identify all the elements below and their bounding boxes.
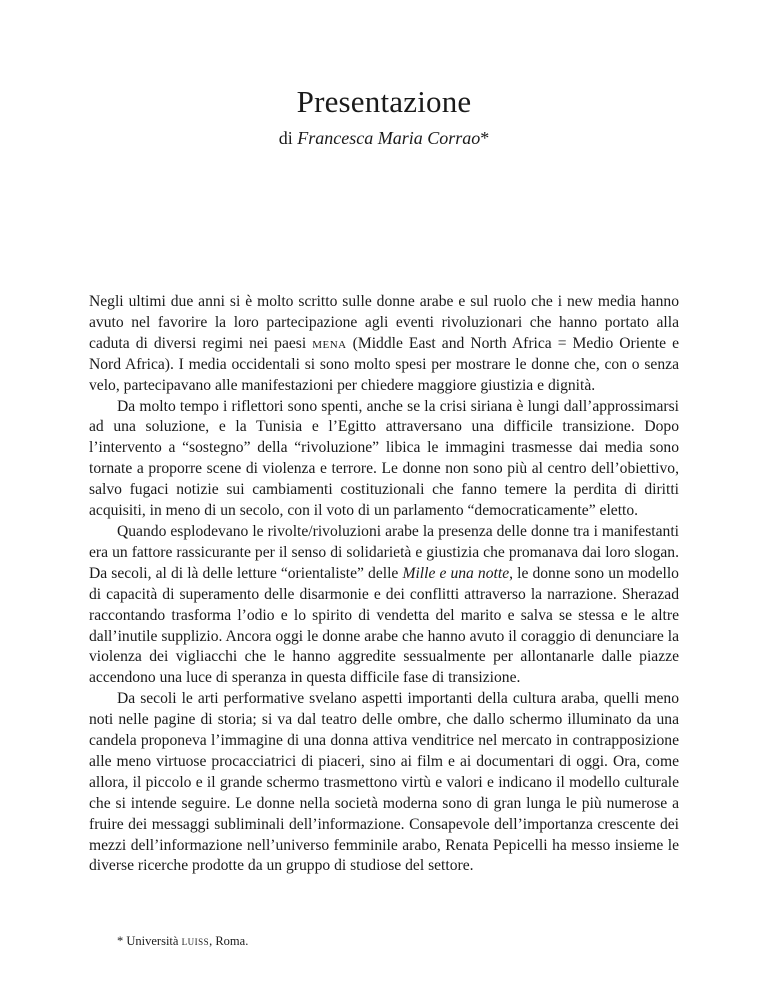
page-title: Presentazione <box>296 84 472 119</box>
footnote-text-a: Università <box>123 934 182 948</box>
byline <box>89 128 679 149</box>
paragraph-3-text-b: , le donne sono un modello di capacità di superamento delle disarmonie e dei conflitti attraverso la narrazione. Sherazad raccontando trasforma l’odio e lo spirito di vendetta del marito e salva se stessa e le altre dall’inutile supplizio. Ancora oggi le donne arabe che hanno avuto il coraggio di denunciare la violenza dei vigliacchi che le hanno aggredite sessualmente per allontanarle dalle piazze accendono una luce di speranza in questa difficile fase di transizione. <box>89 564 679 687</box>
acronym-luiss: luiss <box>181 934 210 948</box>
footnote-mark: * <box>480 128 490 148</box>
paragraph-1 <box>89 292 679 397</box>
author-name: Francesca Maria Corrao <box>297 128 481 148</box>
paragraph-1-text-a: Negli ultimi due anni si è molto scritto sulle donne arabe e sul ruolo che i new media hanno avuto nel favorire la loro partecipazione agli eventi rivoluzionari che hanno portato alla caduta di diversi regimi nei paesi <box>89 293 679 352</box>
acronym-mena: mena <box>312 334 347 352</box>
paragraph-2: Da molto tempo i riflettori sono spenti, anche se la crisi siriana è lungi dall’approssimarsi ad una soluzione, e la Tunisia e l’Egitto attraversano una difficile transizione. Dopo l’intervento a “sostegno” della “rivoluzione” libica le immagini trasmesse dai media sono tornate a proporre scene di violenza e terrore. Le donne non sono più al centro dell’obiettivo, salvo fugaci notizie sui cambiamenti costituzionali che fanno temere la perdita di diritti acquisiti, in meno di un secolo, con il voto di un parlamento “democraticamente” eletto. <box>89 397 679 520</box>
book-title: Mille e una notte <box>402 564 510 582</box>
footnote-text-b: , Roma. <box>209 934 249 948</box>
footnote-mark: * <box>117 934 124 948</box>
paragraph-3-text-a: Quando esplodevano le rivolte/rivoluzioni arabe la presenza delle donne tra i manifestanti era un fattore rassicurante per il senso di solidarietà e giustizia che promanava dai loro slogan. Da secoli, al di là delle letture “orientaliste” delle <box>89 522 679 582</box>
body-text <box>89 292 679 877</box>
paragraph-1-text-b: (Middle East and North Africa = Medio Oriente e Nord Africa). I media occidentali si sono molto spesi per mostrare le donne che, con o senza velo, partecipavano alle manifestazioni per chiedere maggiore giustizia e dignità. <box>89 334 680 394</box>
paragraph-4: Da secoli le arti performative svelano aspetti importanti della cultura araba, quelli meno noti nelle pagine di storia; si va dal teatro delle ombre, che dallo schermo illuminato da una candela proponeva l’immagine di una donna attiva venditrice nel mercato in contrapposizione alle meno virtuose procacciatrici di piaceri, sino ai film e ai documentari di oggi. Ora, come allora, il piccolo e il grande schermo trasmettono virtù e valori e indicano il modello culturale che si intende seguire. Le donne nella società moderna sono di gran lunga le più numerose a fruire dei messaggi subliminali dell’informazione. Consapevole dell’importanza crescente dei mezzi dell’informazione nell’universo femminile arabo, Renata Pepicelli ha messo insieme le diverse ricerche prodotte da un gruppo di studiose del settore. <box>89 690 679 875</box>
byline-prefix: di <box>278 128 298 148</box>
footnote <box>117 934 248 949</box>
paragraph-3 <box>89 522 679 689</box>
